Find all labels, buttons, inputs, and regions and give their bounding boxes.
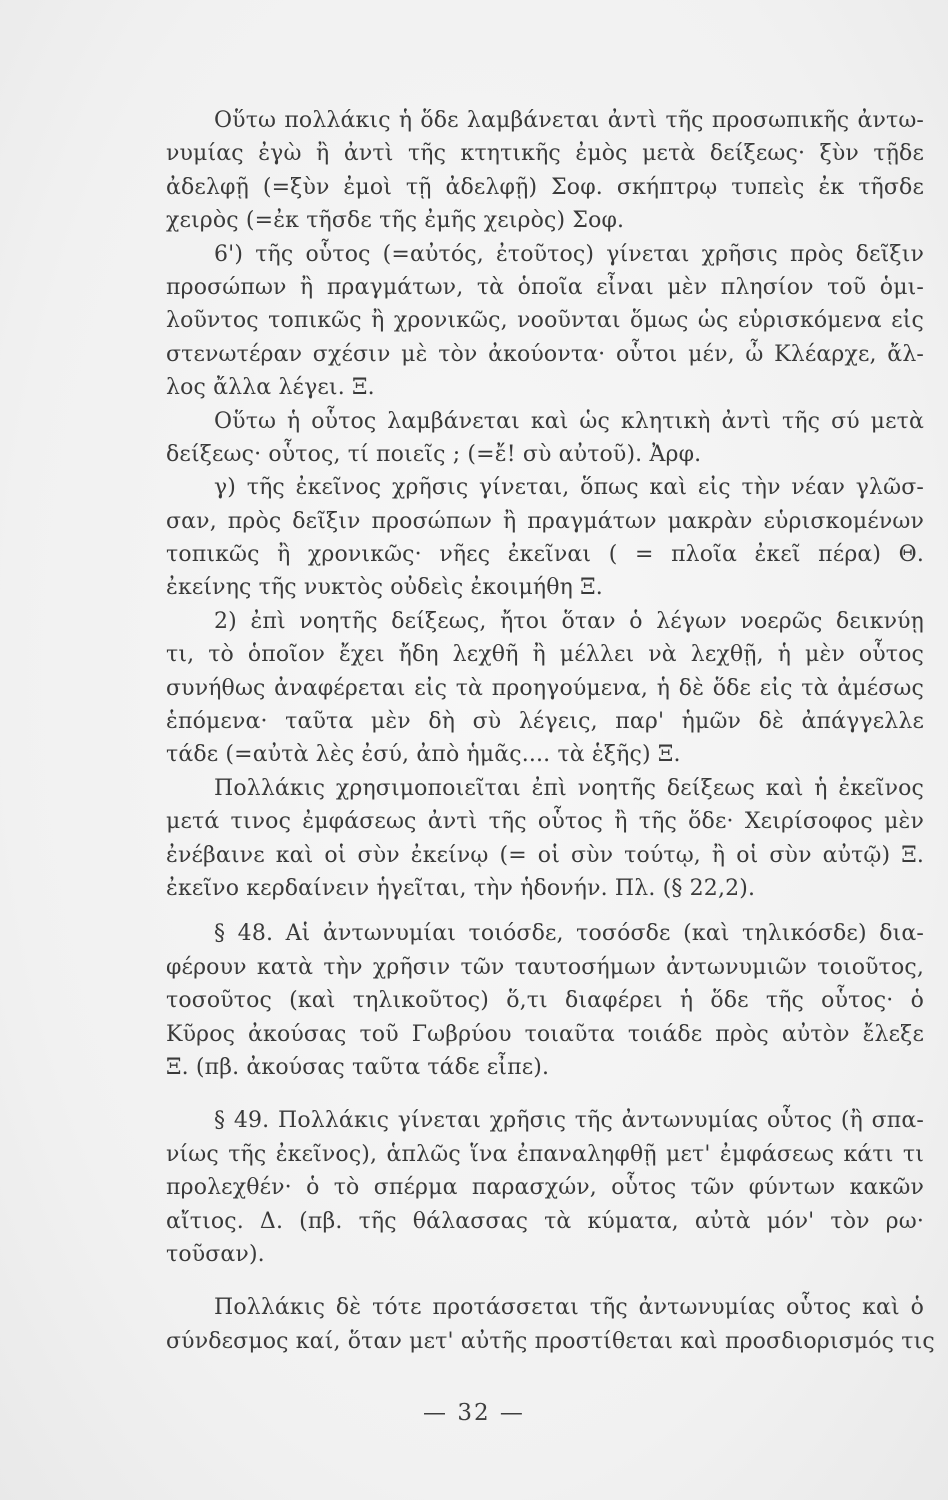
text-line: Οὕτω ἡ οὗτος λαμβάνεται καὶ ὡς κλητικὴ ἀντὶ τῆς σύ μετὰ — [214, 408, 924, 434]
text-line: συνήθως ἀναφέρεται εἰς τὰ προηγούμενα, ἡ δὲ ὅδε εἰς τὰ ἀμέσως — [166, 675, 924, 701]
text-line: αἴτιος. Δ. (πβ. τῆς θάλασσας τὰ κύματα, αὐτὰ μόν' τὸν ρω· — [166, 1208, 924, 1234]
text-line: Πολλάκις δὲ τότε προτάσσεται τῆς ἀντωνυμίας οὗτος καὶ ὁ — [214, 1295, 924, 1321]
text-line: ἑπόμενα· ταῦτα μὲν δὴ σὺ λέγεις, παρ' ἡμῶν δὲ ἀπάγγελλε — [166, 709, 924, 735]
text-line: Κῦρος ἀκούσας τοῦ Γωβρύου τοιαῦτα τοιάδε πρὸς αὐτὸν ἔλεξε — [166, 1021, 924, 1047]
text-line: γ) τῆς ἐκεῖνος χρῆσις γίνεται, ὅπως καὶ εἰς τὴν νέαν γλῶσ- — [214, 475, 924, 501]
text-line: δείξεως· οὗτος, τί ποιεῖς ; (=ἔ! σὺ αὐτοῦ). Ἀρφ. — [166, 441, 702, 467]
body-text — [166, 104, 935, 1358]
text-line: χειρὸς (=ἐκ τῆσδε τῆς ἐμῆς χειρὸς) Σοφ. — [166, 208, 625, 234]
text-line: Πολλάκις χρησιμοποιεῖται ἐπὶ νοητῆς δείξεως καὶ ἡ ἐκεῖνος — [214, 775, 924, 801]
text-line: τοῦσαν). — [166, 1241, 265, 1267]
text-line: νυμίας ἐγὼ ἢ ἀντὶ τῆς κτητικῆς ἐμὸς μετὰ δείξεως· ξὺν τῇδε — [166, 141, 924, 167]
text-line: Ξ. (πβ. ἀκούσας ταῦτα τάδε εἶπε). — [166, 1054, 550, 1080]
text-line: ἐνέβαινε καὶ οἱ σὺν ἐκείνῳ (= οἱ σὺν τούτῳ, ἢ οἱ σὺν αὐτῷ) Ξ. — [166, 842, 924, 868]
section-48-line: § 48. Αἱ ἀντωνυμίαι τοιόσδε, τοσόσδε (καὶ τηλικόσδε) δια- — [214, 921, 924, 947]
text-line: στενωτέραν σχέσιν μὲ τὸν ἀκούοντα· οὗτοι μέν, ὦ Κλέαρχε, ἄλ- — [166, 341, 924, 367]
text-line: φέρουν κατὰ τὴν χρῆσιν τῶν ταυτοσήμων ἀντωνυμιῶν τοιοῦτος, — [166, 954, 924, 980]
text-line: τοπικῶς ἢ χρονικῶς· νῆες ἐκεῖναι ( = πλοῖα ἐκεῖ πέρα) Θ. — [166, 542, 924, 568]
text-line: προσώπων ἢ πραγμάτων, τὰ ὁποῖα εἶναι μὲν πλησίον τοῦ ὁμι- — [166, 274, 924, 300]
text-line: σαν, πρὸς δεῖξιν προσώπων ἢ πραγμάτων μακρὰν εὑρισκομένων — [166, 508, 924, 534]
text-line: λοῦντος τοπικῶς ἢ χρονικῶς, νοοῦνται ὅμως ὡς εὑρισκόμενα εἰς — [166, 308, 924, 334]
text-line: τοσοῦτος (καὶ τηλικοῦτος) ὅ,τι διαφέρει ἡ ὅδε τῆς οὗτος· ὁ — [166, 988, 924, 1014]
text-line: ἐκεῖνο κερδαίνειν ἡγεῖται, τὴν ἡδονήν. Πλ. (§ 22,2). — [166, 875, 756, 901]
text-line: σύνδεσμος καί, ὅταν μετ' αὐτῆς προστίθεται καὶ προσδιορισμός τις — [166, 1328, 935, 1354]
text-line: μετά τινος ἐμφάσεως ἀντὶ τῆς οὗτος ἢ τῆς ὅδε· Χειρίσοφος μὲν — [166, 809, 924, 835]
text-line: λος ἄλλα λέγει. Ξ. — [166, 375, 375, 401]
section-49-line: § 49. Πολλάκις γίνεται χρῆσις τῆς ἀντωνυμίας οὗτος (ἢ σπα- — [214, 1108, 924, 1134]
text-line: ἐκείνης τῆς νυκτὸς οὐδεὶς ἐκοιμήθη Ξ. — [166, 575, 603, 601]
text-line: ἀδελφῇ (=ξὺν ἐμοὶ τῇ ἀδελφῇ) Σοφ. σκήπτρῳ τυπεὶς ἐκ τῆσδε — [166, 174, 924, 200]
page-number: — 32 — — [423, 1400, 525, 1426]
text-line: τι, τὸ ὁποῖον ἔχει ἤδη λεχθῆ ἢ μέλλει νὰ λεχθῇ, ἡ μὲν οὗτος — [166, 642, 924, 668]
text-line: Οὕτω πολλάκις ἡ ὅδε λαμβάνεται ἀντὶ τῆς προσωπικῆς ἀντω- — [214, 108, 924, 133]
text-line: 2) ἐπὶ νοητῆς δείξεως, ἤτοι ὅταν ὁ λέγων νοερῶς δεικνύῃ — [214, 608, 924, 634]
text-line: προλεχθέν· ὁ τὸ σπέρμα παρασχών, οὗτος τῶν φύντων κακῶν — [166, 1175, 924, 1201]
text-line: τάδε (=αὐτὰ λὲς ἐσύ, ἀπὸ ἡμᾶς.... τὰ ἑξῆς) Ξ. — [166, 742, 681, 768]
text-line: 6') τῆς οὗτος (=αὐτός, ἐτοῦτος) γίνεται χρῆσις πρὸς δεῖξιν — [214, 241, 924, 267]
text-line: νίως τῆς ἐκεῖνος), ἁπλῶς ἵνα ἐπαναληφθῇ μετ' ἐμφάσεως κάτι τι — [166, 1141, 924, 1167]
